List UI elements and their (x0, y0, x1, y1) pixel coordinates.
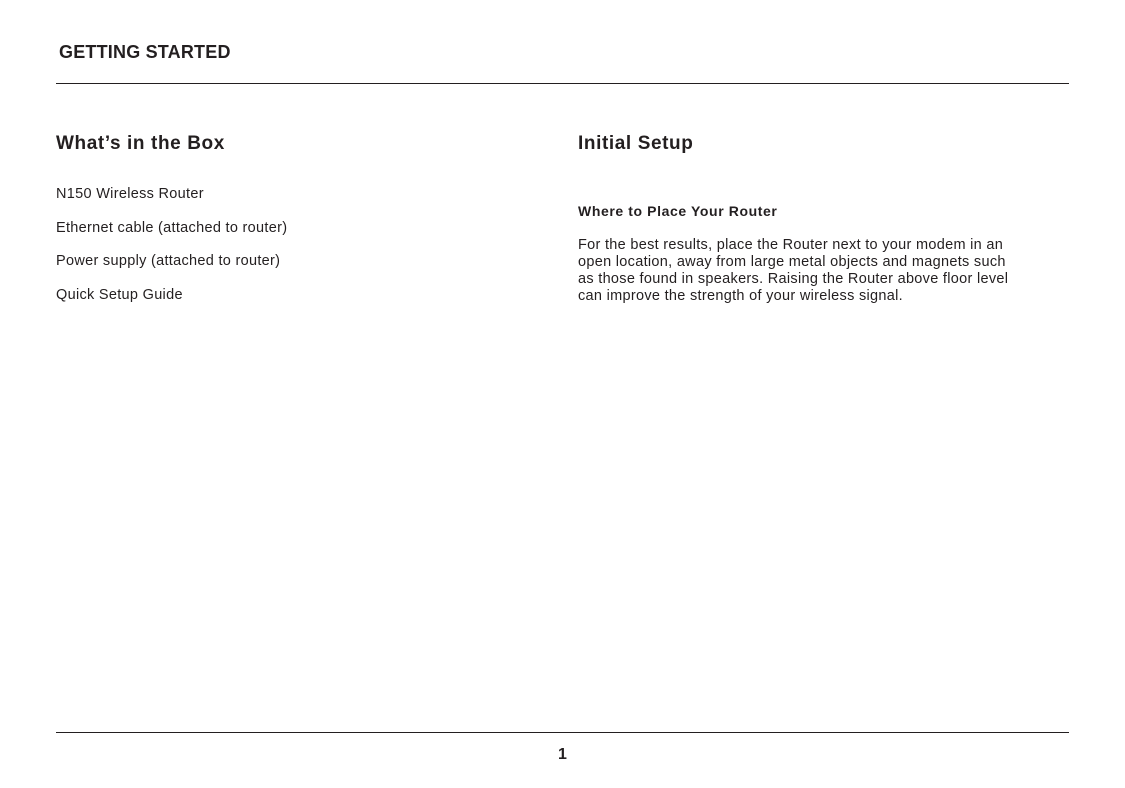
box-contents-list (56, 186, 287, 320)
section-header: GETTING STARTED (59, 42, 231, 62)
list-item: Ethernet cable (attached to router) (56, 219, 288, 236)
whats-in-the-box-heading: What’s in the Box (56, 133, 225, 154)
list-item: Quick Setup Guide (56, 286, 183, 303)
page-number: 1 (558, 746, 567, 763)
header-divider (56, 83, 1069, 84)
router-placement-subheading: Where to Place Your Router (578, 203, 778, 219)
initial-setup-section (578, 131, 1018, 304)
whats-in-the-box-section (56, 131, 516, 303)
list-item: Power supply (attached to router) (56, 253, 281, 269)
footer-divider (56, 732, 1069, 733)
initial-setup-heading: Initial Setup (578, 133, 694, 154)
router-placement-paragraph: For the best results, place the Router next to your modem in an open location, away from large metal objects and magnets such as those found in speakers. Raising the Router above floor level can improve the strength of your wireless signal. (578, 237, 1009, 304)
list-item: N150 Wireless Router (56, 186, 204, 202)
